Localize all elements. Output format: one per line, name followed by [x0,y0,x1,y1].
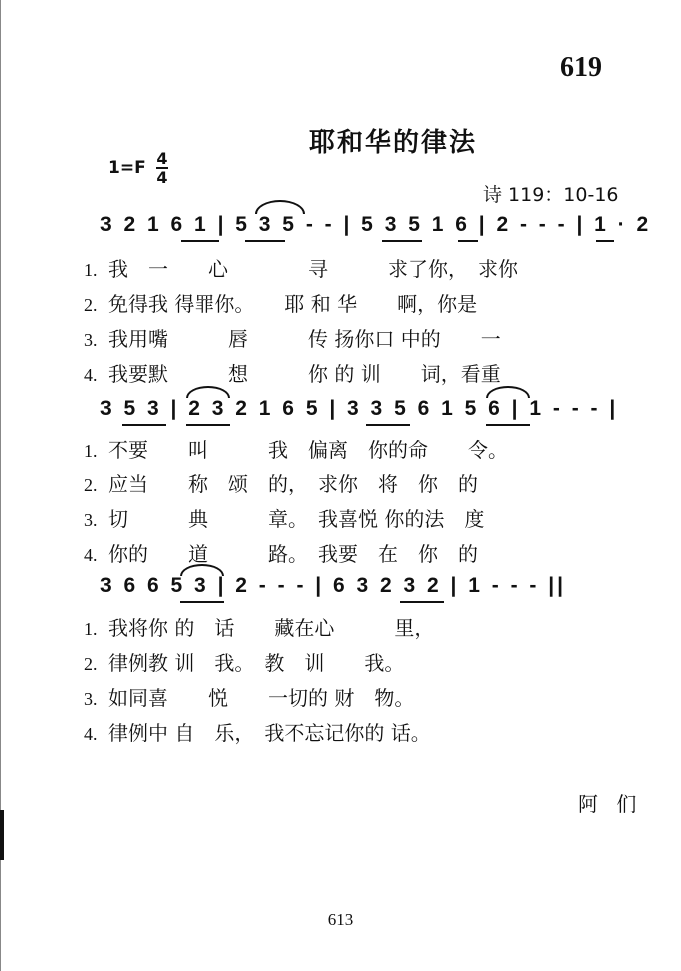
verse-number: 4. [84,365,98,385]
slur-mark [255,200,305,214]
slur-mark [186,386,230,398]
page-title: 耶和华的律法 [308,128,477,158]
beam-line [382,240,422,242]
lyric-text: 律例教 训 我。 教 训 我。 [108,651,405,675]
beam-line [180,601,224,603]
lyric-text: 免得我 得罪你。 耶 和 华 啊，你是 [108,292,478,316]
time-signature-bottom: 4 [156,168,168,187]
lyric-line [84,434,508,463]
verse-number: 3. [84,510,98,530]
lyric-line [84,253,518,282]
lyric-line [84,288,477,317]
lyric-text: 律例中 自 乐， 我不忘记你的 话。 [108,721,431,745]
notation-line-2: 3 5 3 | 2 3 2 1 6 5 | 3 3 5 6 1 5 6 | 1 - - - | [100,397,619,420]
key-signature: 1=F [108,158,146,178]
lyric-text: 我将你 的 话 藏在心 里， [108,616,435,640]
beam-line [186,424,230,426]
time-signature-top: 4 [156,149,168,168]
lyric-text: 你的 道 路。 我要 在 你 的 [108,542,478,566]
lyric-line [84,647,404,676]
lyric-text: 我用嘴 唇 传 扬你口 中的 一 [108,327,501,351]
lyric-text: 我要默 想 你 的 训 词，看重 [108,362,501,386]
verse-number: 1. [84,619,98,639]
beam-line [458,240,478,242]
lyric-line [84,717,431,746]
verse-number: 4. [84,545,98,565]
beam-line [245,240,285,242]
lyric-text: 我 一 心 寻 求了你， 求你 [108,257,518,281]
lyric-line [84,358,501,387]
lyric-text: 应当 称 颂 的， 求你 将 你 的 [108,472,478,496]
lyric-line [84,538,478,567]
lyric-line [84,323,501,352]
scan-edge-mark [0,810,4,860]
verse-number: 2. [84,654,98,674]
lyric-text: 如同喜 悦 一切的 财 物。 [108,686,415,710]
page-number: 613 [327,910,354,929]
beam-line [366,424,410,426]
beam-line [122,424,166,426]
lyric-text: 切 典 章。 我喜悦 你的法 度 [108,507,485,531]
lyric-line [84,503,484,532]
verse-number: 1. [84,441,98,461]
lyric-line [84,682,414,711]
amen-text: 阿 们 [578,792,643,816]
beam-line [181,240,219,242]
verse-number: 2. [84,295,98,315]
verse-number: 3. [84,330,98,350]
lyric-line [84,468,478,497]
verse-number: 2. [84,475,98,495]
hymn-number: 619 [560,52,602,83]
verse-number: 1. [84,260,98,280]
time-signature [156,150,168,186]
beam-line [596,240,614,242]
slur-mark [486,386,530,398]
verse-number: 3. [84,689,98,709]
beam-line [400,601,444,603]
lyric-line [84,612,434,641]
notation-line-1: 3 2 1 6 1 | 5 3 5 - - | 5 3 5 1 6 | 2 - - - | 1 · 2 [100,213,652,236]
lyric-text: 不要 叫 我 偏离 你的命 令。 [108,438,508,462]
beam-line [486,424,530,426]
notation-line-3: 3 6 6 5 3 | 2 - - - | 6 3 2 3 2 | 1 - - - || [100,574,567,597]
scripture-reference: 诗 119：10-16 [483,184,619,206]
verse-number: 4. [84,724,98,744]
